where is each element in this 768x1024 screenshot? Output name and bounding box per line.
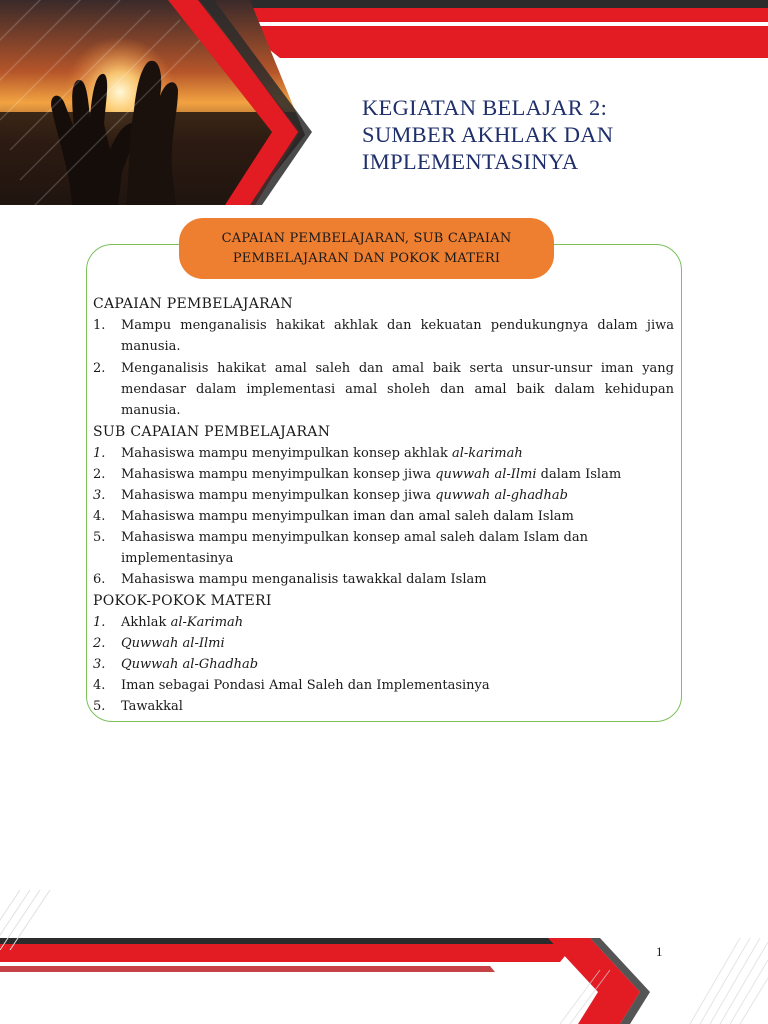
item-text: Tawakkal: [121, 699, 183, 714]
page-number: 1: [656, 944, 663, 959]
item-number: 1.: [93, 446, 106, 461]
item-text: Menganalisis hakikat amal saleh dan amal baik serta unsur-unsur iman yang mendasar dalam implementasi amal sholeh dan amal baik dalam kehidupan manusia.: [121, 361, 674, 418]
list-item: [93, 506, 674, 527]
list-item: [93, 358, 674, 421]
item-number: 1.: [93, 318, 106, 333]
list-item: [93, 675, 674, 696]
list-item: [93, 612, 674, 633]
item-italic-term: quwwah al-Ilmi: [435, 467, 537, 482]
heading-capaian-pembelajaran: CAPAIAN PEMBELAJARAN: [93, 296, 293, 312]
list-sub-capaian: [93, 443, 674, 590]
title-line-3: IMPLEMENTASINYA: [362, 149, 579, 174]
item-number: 4.: [93, 509, 106, 524]
top-red-band: [240, 26, 768, 58]
item-text: Mahasiswa mampu menyimpulkan konsep jiwa: [121, 467, 436, 482]
list-item: [93, 527, 674, 569]
list-pokok-materi: [93, 612, 674, 717]
item-text: Mampu menganalisis hakikat akhlak dan kekuatan pendukungnya dalam jiwa manusia.: [121, 318, 674, 354]
item-text: Mahasiswa mampu menyimpulkan konsep amal saleh dalam Islam dan implementasinya: [121, 530, 588, 566]
item-number: 3.: [93, 488, 106, 503]
footer-left-hatching: [0, 890, 120, 950]
item-text: Mahasiswa mampu menganalisis tawakkal dalam Islam: [121, 572, 487, 587]
item-number: 2.: [93, 361, 106, 376]
item-number: 5.: [93, 699, 106, 714]
item-text: Iman sebagai Pondasi Amal Saleh dan Implementasinya: [121, 678, 490, 693]
item-italic-term: al-Karimah: [170, 615, 244, 630]
item-italic-term: al-karimah: [451, 446, 523, 461]
footer-banner: [0, 930, 768, 1024]
list-item: [93, 443, 674, 464]
item-number: 3.: [93, 657, 106, 672]
item-text-tail: dalam Islam: [536, 467, 622, 482]
item-number: 2.: [93, 636, 106, 651]
list-item: [93, 315, 674, 357]
list-item: [93, 633, 674, 654]
item-text: Mahasiswa mampu menyimpulkan konsep jiwa: [121, 488, 436, 503]
item-number: 6.: [93, 572, 106, 587]
footer-chevron: [548, 938, 640, 1024]
title-line-2: SUMBER AKHLAK DAN: [362, 122, 614, 147]
item-text: Akhlak: [121, 615, 171, 630]
pill-line-2: PEMBELAJARAN DAN POKOK MATERI: [232, 251, 501, 266]
item-number: 5.: [93, 530, 106, 545]
list-item: [93, 654, 674, 675]
item-italic-term: quwwah al-ghadhab: [435, 488, 568, 503]
list-item: [93, 696, 674, 717]
list-item: [93, 464, 674, 485]
list-item: [93, 569, 674, 590]
header-banner: [0, 0, 768, 205]
page-title: [362, 94, 742, 175]
list-capaian-pembelajaran: [93, 315, 674, 421]
item-text: Mahasiswa mampu menyimpulkan iman dan amal saleh dalam Islam: [121, 509, 574, 524]
item-text: Mahasiswa mampu menyimpulkan konsep akhlak: [121, 446, 452, 461]
section-header-pill: [179, 218, 554, 279]
heading-pokok-materi: POKOK-POKOK MATERI: [93, 593, 272, 609]
item-number: 4.: [93, 678, 106, 693]
item-italic-term: Quwwah al-Ilmi: [121, 636, 225, 651]
item-italic-term: Quwwah al-Ghadhab: [121, 657, 259, 672]
item-number: 2.: [93, 467, 106, 482]
item-number: 1.: [93, 615, 106, 630]
heading-sub-capaian-pembelajaran: SUB CAPAIAN PEMBELAJARAN: [93, 424, 331, 440]
title-line-1: KEGIATAN BELAJAR 2:: [362, 95, 608, 120]
list-item: [93, 485, 674, 506]
pill-line-1: CAPAIAN PEMBELAJARAN, SUB CAPAIAN: [221, 231, 512, 246]
content-body: [93, 293, 674, 717]
